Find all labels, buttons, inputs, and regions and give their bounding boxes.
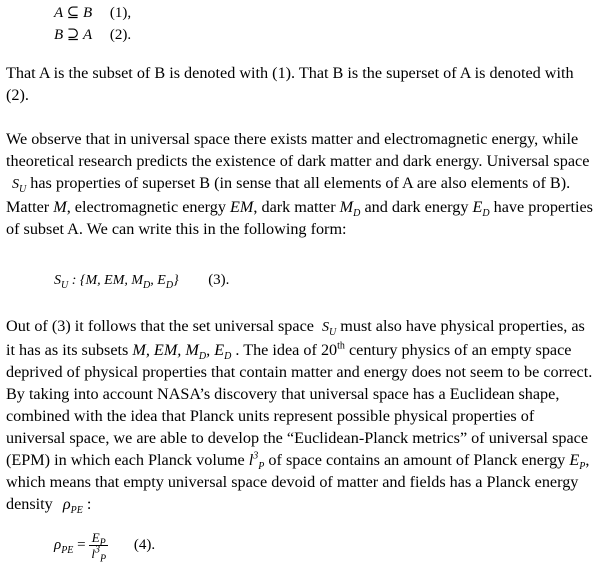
equation-4-number: (4). bbox=[133, 537, 156, 553]
equation-2-number: (2). bbox=[109, 27, 132, 43]
p2-text-e: and dark energy bbox=[360, 198, 473, 216]
equation-4-denominator: $l^3_P$ bbox=[91, 544, 107, 565]
equation-2-expression: B ⊇ A bbox=[54, 27, 93, 43]
paragraph-subset-superset: That A is the subset of B is denoted with (1). That B is the superset of A is denoted with (2). bbox=[6, 64, 574, 104]
p2-su-symbol: $S_U$ bbox=[12, 177, 27, 195]
equation-3 bbox=[54, 272, 229, 289]
equation-4-lhs: $\rho_{PE}$ bbox=[54, 537, 74, 556]
equation-1-number: (1), bbox=[109, 5, 132, 21]
p2-text-b: has properties of superset B (in sense that all elements of A are also elements of B). Matter bbox=[6, 174, 571, 216]
p3-ep-symbol: $E_P$ bbox=[569, 451, 586, 473]
p3-lp-symbol: $l^3_P$ bbox=[248, 450, 265, 473]
p2-text-a: We observe that in universal space there exists matter and electromagnetic energy, while theoretical research predicts the existence of dark matter and dark energy. Universal space bbox=[6, 130, 590, 170]
p2-text-f: have properties of subset A. We can write this in the following form: bbox=[6, 198, 593, 238]
p3-rho-symbol: $\rho_{PE}$ bbox=[62, 495, 83, 517]
p2-m-symbol: M bbox=[53, 198, 67, 216]
equation-3-number: (3). bbox=[208, 272, 230, 288]
equation-1 bbox=[54, 3, 131, 22]
equation-4 bbox=[54, 530, 156, 565]
p3-th: th bbox=[337, 340, 345, 352]
p3-text-a: Out of (3) it follows that the set universal space bbox=[6, 317, 318, 335]
paragraph-empty-space bbox=[6, 315, 596, 515]
p2-text-d: , dark matter bbox=[253, 198, 340, 216]
p2-ed-symbol: $E_D$ bbox=[472, 198, 490, 220]
equation-3-rhs: : {M, EM, $M_D$, $E_D$} bbox=[68, 273, 179, 291]
p3-text-f: , which means that empty universal space devoid of matter and fields has a Planck energy density bbox=[6, 451, 590, 513]
equation-2 bbox=[54, 25, 131, 44]
p3-text-c: . The idea of 20 bbox=[231, 341, 338, 359]
p2-text-c: , electromagnetic energy bbox=[66, 198, 230, 216]
p3-text-g: : bbox=[82, 495, 92, 513]
p3-subsets: M, EM, $M_D$, $E_D$ bbox=[132, 341, 232, 363]
equation-1-expression: A ⊆ B bbox=[54, 5, 93, 21]
equation-3-lhs: $S_U$ bbox=[54, 273, 69, 291]
equation-4-numerator: $E_P$ bbox=[89, 530, 108, 546]
p2-md-symbol: $M_D$ bbox=[339, 198, 361, 220]
p3-text-e: of space contains an amount of Planck energy bbox=[264, 451, 570, 469]
paragraph-universal-space bbox=[6, 128, 596, 240]
p3-su-symbol: $S_U$ bbox=[321, 320, 337, 338]
equation-4-fraction bbox=[89, 530, 108, 565]
p3-text-d: century physics of an empty space deprived of physical properties that contain matter and energy does not seem to be correct. By taking into account NASA’s discovery that universal space has a Euclidean shape, combined with the idea that Planck units represent possible physical properties of universal space, we are able to develop the “Euclidean-Planck metrics” of universal space (EPM) in which each Planck volume bbox=[6, 341, 593, 469]
equation-4-equals: = bbox=[73, 537, 90, 553]
p3-text-b: must also have physical properties, as it has as its subsets bbox=[6, 317, 585, 359]
p2-em-symbol: EM bbox=[230, 198, 254, 216]
